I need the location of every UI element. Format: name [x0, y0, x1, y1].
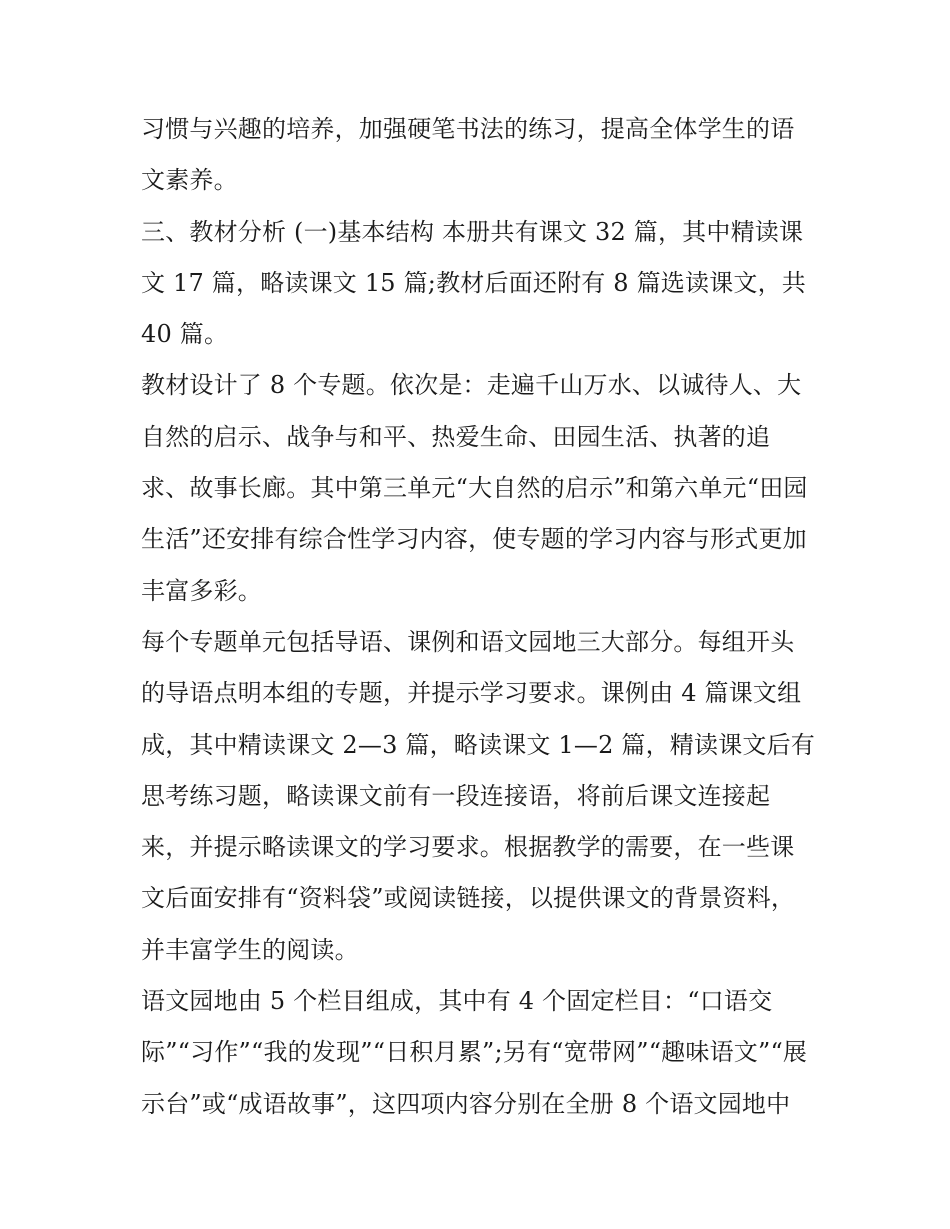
paragraph-themes: 教材设计了 8 个专题。依次是：走遍千山万水、以诚待人、大自然的启示、战争与和平、热爱生命、田园生活、执著的追求、故事长廊。其中第三单元“大自然的启示”和第六单元“田园生活”还安排有综合性学习内容，使专题的学习内容与形式更加丰富多彩。 — [141, 371, 808, 605]
paragraph-literacy-goal: 习惯与兴趣的培养，加强硬笔书法的练习，提高全体学生的语文素养。 — [141, 115, 795, 195]
paragraph-language-garden: 语文园地由 5 个栏目组成，其中有 4 个固定栏目：“口语交际”“习作”“我的发现”“日积月累”;另有“宽带网”“趣味语文”“展示台”或“成语故事”，这四项内容分别在全册 8 个语文园地中 — [141, 987, 808, 1118]
paragraph-unit-components: 每个专题单元包括导语、课例和语文园地三大部分。每组开头的导语点明本组的专题，并提示学习要求。课例由 4 篇课文组成，其中精读课文 2—3 篇，略读课文 1—2 篇，精读课文后有思考练习题，略读课文前有一段连接语，将前后课文连接起来，并提示略读课文的学习要求。根据教学的需要，在一些课文后面安排有“资料袋”或阅读链接，以提供课文的背景资料，并丰富学生的阅读。 — [141, 627, 815, 964]
paragraph-textbook-structure: 三、教材分析 (一)基本结构 本册共有课文 32 篇，其中精读课文 17 篇，略读课文 15 篇;教材后面还附有 8 篇选读课文，共 40 篇。 — [141, 217, 807, 349]
document-body — [141, 104, 816, 1130]
